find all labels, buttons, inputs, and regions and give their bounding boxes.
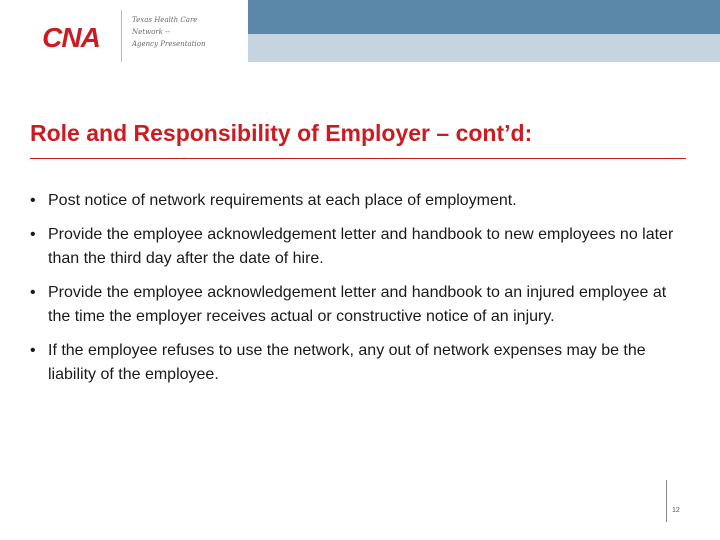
bullet-marker: • bbox=[30, 192, 36, 209]
slide-title: Role and Responsibility of Employer – cont’d: bbox=[30, 120, 533, 146]
bullet-item bbox=[30, 223, 685, 271]
header-divider bbox=[121, 10, 122, 62]
bullet-text: If the employee refuses to use the network, any out of network expenses may be the liability of the employee. bbox=[48, 342, 646, 383]
presentation-subtitle bbox=[132, 14, 242, 50]
subtitle-line: Agency Presentation bbox=[132, 40, 206, 48]
bullet-item bbox=[30, 281, 685, 329]
header-band-bottom bbox=[248, 34, 720, 62]
subtitle-line: Network -- bbox=[132, 28, 170, 36]
cna-logo bbox=[30, 24, 112, 50]
bullet-item bbox=[30, 189, 685, 213]
bullet-marker: • bbox=[30, 226, 36, 243]
bullet-item bbox=[30, 339, 685, 387]
cna-logo-mark bbox=[30, 24, 112, 50]
page-number-rule bbox=[666, 480, 667, 522]
cna-logo-text: CNA bbox=[42, 24, 100, 50]
bullet-list bbox=[30, 189, 685, 397]
bullet-marker: • bbox=[30, 342, 36, 359]
bullet-text: Post notice of network requirements at each place of employment. bbox=[48, 192, 517, 209]
subtitle-line: Texas Health Care bbox=[132, 16, 198, 24]
header-band-top bbox=[248, 0, 720, 34]
bullet-text: Provide the employee acknowledgement letter and handbook to new employees no later than the third day after the date of hire. bbox=[48, 226, 674, 267]
bullet-text: Provide the employee acknowledgement letter and handbook to an injured employee at the time the employer receives actual or constructive notice of an injury. bbox=[48, 284, 667, 325]
bullet-marker: • bbox=[30, 284, 36, 301]
page-number: 12 bbox=[672, 507, 680, 514]
title-underline bbox=[30, 158, 686, 159]
